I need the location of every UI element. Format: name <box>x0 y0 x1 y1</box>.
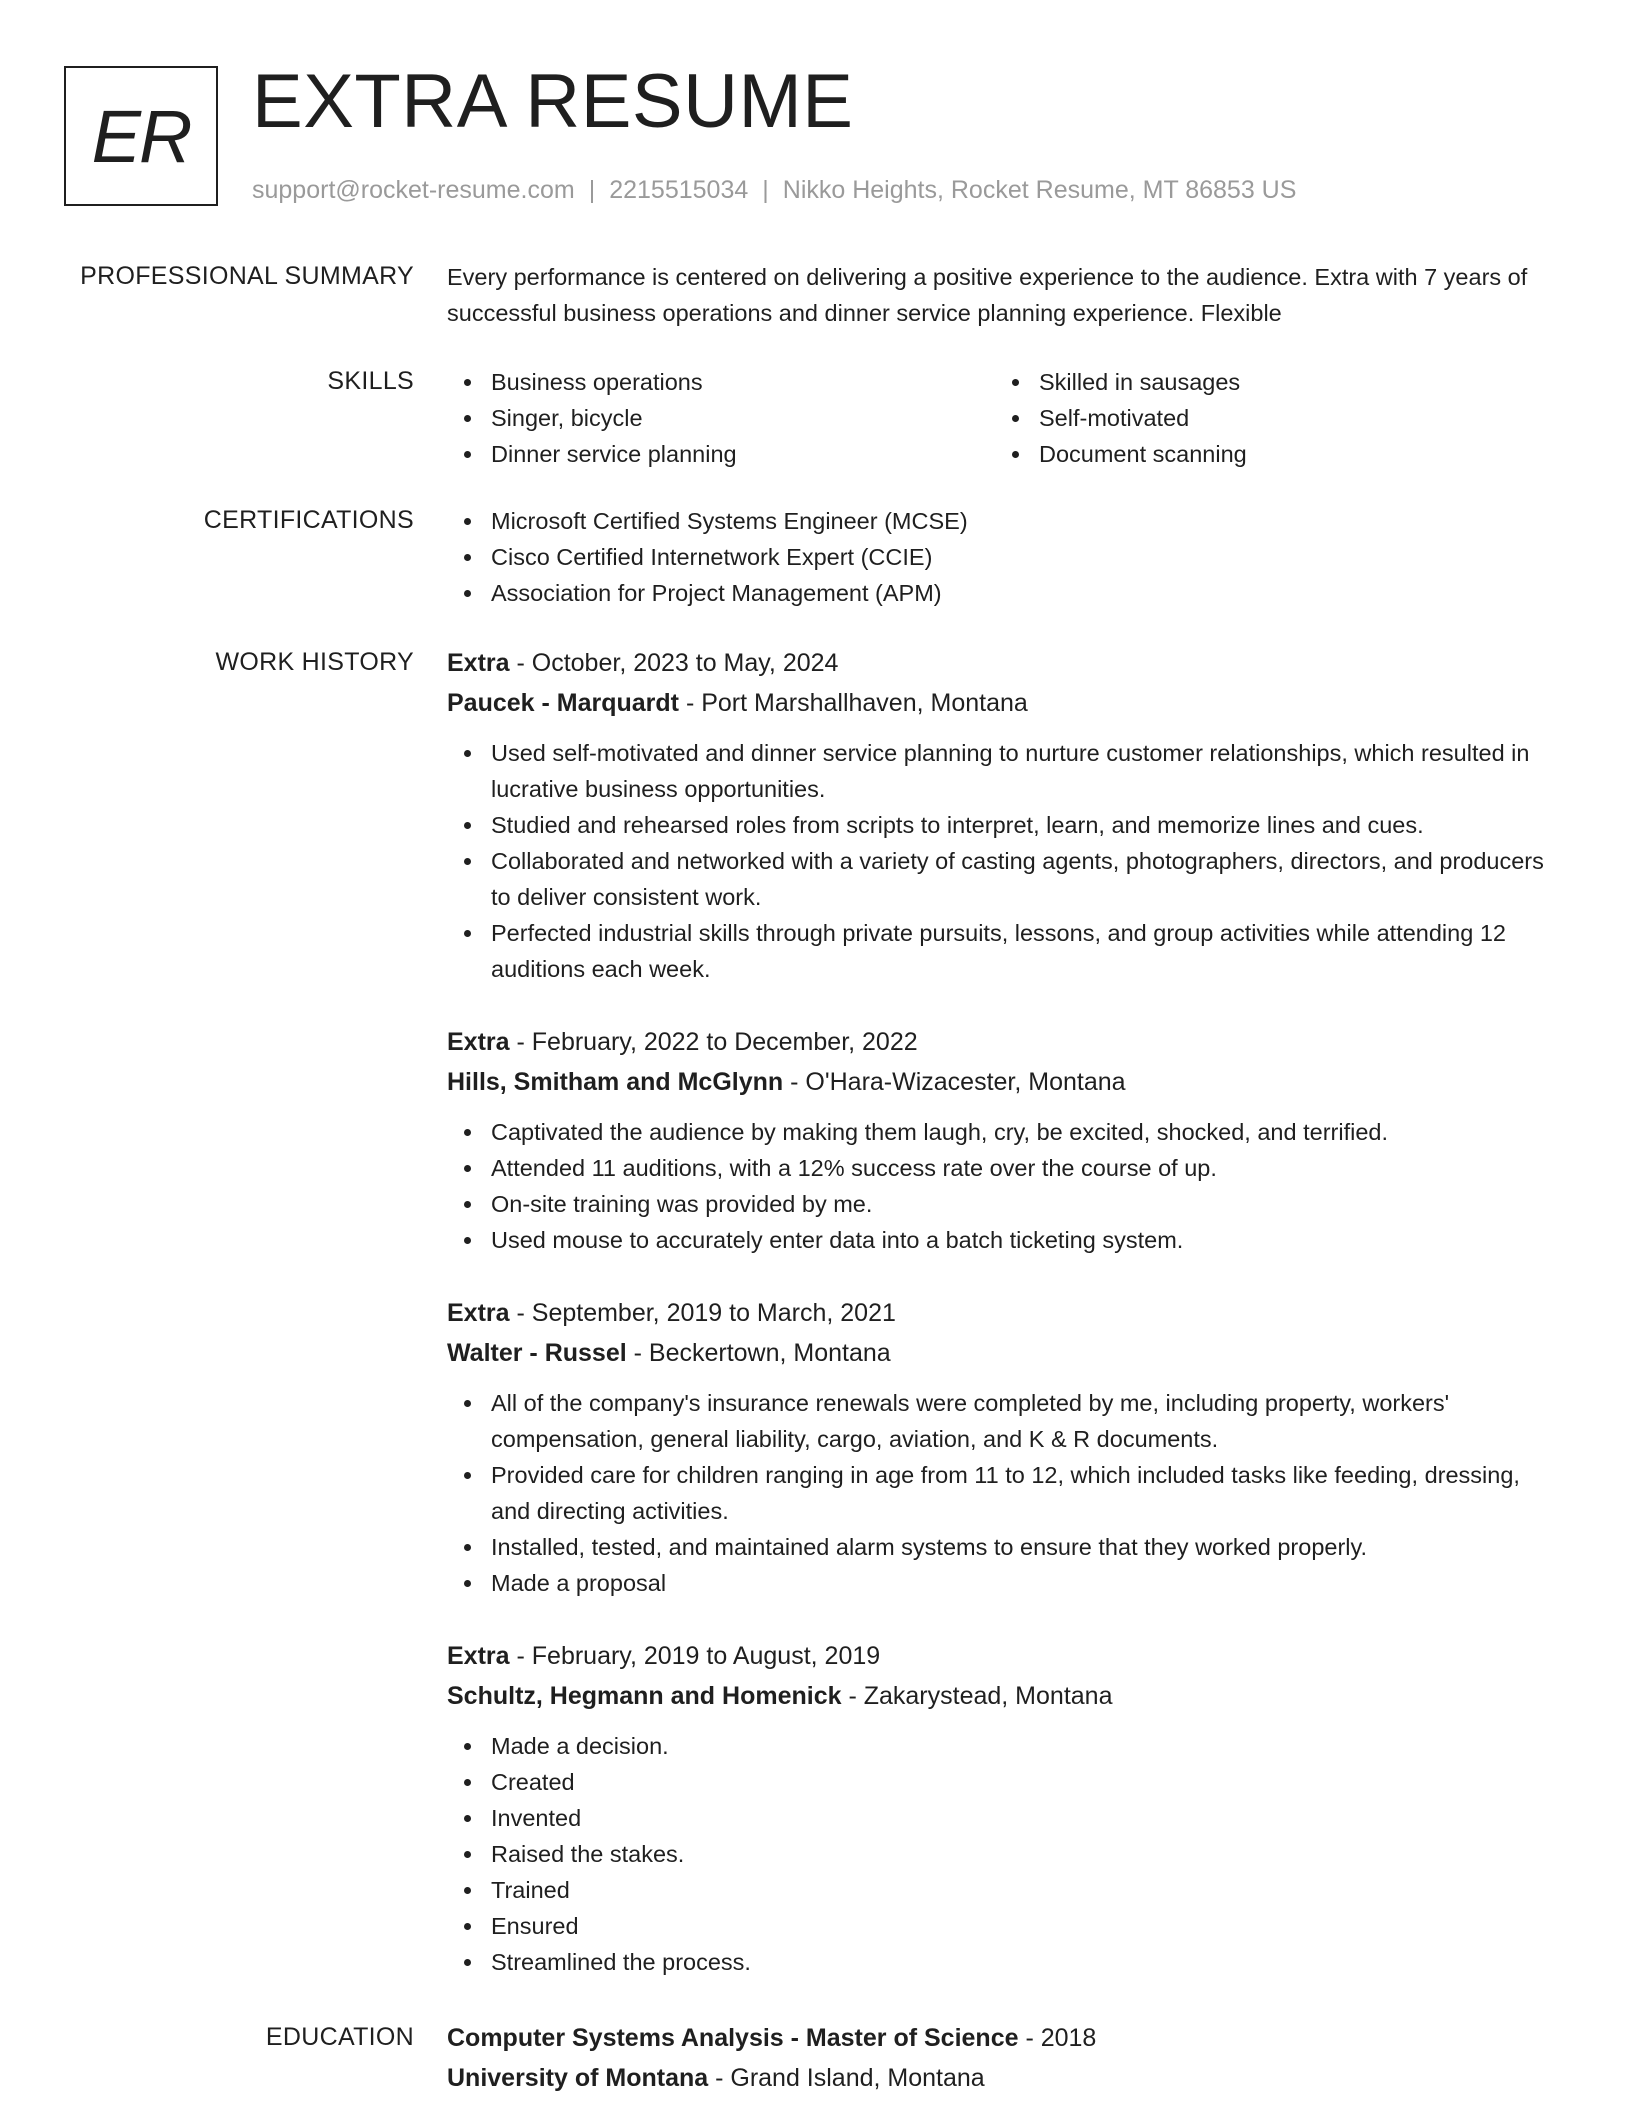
skills-heading: SKILLS <box>327 367 414 395</box>
skill-item: Self-motivated <box>995 400 1543 436</box>
job-company: Schultz, Hegmann and Homenick <box>447 1682 842 1710</box>
education-school: University of Montana <box>447 2064 709 2092</box>
contact-line <box>252 174 1296 206</box>
job-bullet: Trained <box>447 1872 1557 1908</box>
job-dates: - February, 2019 to August, 2019 <box>509 1642 881 1670</box>
job-bullet: Perfected industrial skills through private pursuits, lessons, and group activities while attending 12 auditions each week. <box>447 915 1557 987</box>
job-dates: - October, 2023 to May, 2024 <box>509 649 839 677</box>
contact-separator: | <box>762 176 769 204</box>
education-degree: Computer Systems Analysis - Master of Science <box>447 2024 1019 2052</box>
job-bullet: Provided care for children ranging in age from 11 to 12, which included tasks like feeding, dressing, and directing activities. <box>447 1457 1557 1529</box>
job-bullet: Streamlined the process. <box>447 1944 1557 1980</box>
job-bullet: Invented <box>447 1800 1557 1836</box>
monogram-logo <box>64 66 218 206</box>
monogram-text: ER <box>91 94 191 178</box>
education-year: - 2018 <box>1018 2024 1097 2052</box>
job-bullet: All of the company's insurance renewals were completed by me, including property, workers' compensation, general liability, cargo, aviation, and K & R documents. <box>447 1385 1557 1457</box>
candidate-name: EXTRA RESUME <box>252 59 854 144</box>
job-bullets <box>447 735 1557 987</box>
job-bullet: Used mouse to accurately enter data into a batch ticketing system. <box>447 1222 1557 1258</box>
job-location: - Beckertown, Montana <box>626 1339 891 1367</box>
summary-section <box>447 259 1557 331</box>
certifications-section <box>447 503 1557 611</box>
job-title-line <box>447 1024 1557 1060</box>
skills-list-right <box>995 364 1543 472</box>
skill-item: Business operations <box>447 364 995 400</box>
job-company-line <box>447 1064 1557 1100</box>
job-dates: - September, 2019 to March, 2021 <box>509 1299 896 1327</box>
skill-item: Singer, bicycle <box>447 400 995 436</box>
summary-heading: PROFESSIONAL SUMMARY <box>80 262 414 290</box>
job-bullet: Made a proposal <box>447 1565 1557 1601</box>
job-title: Extra <box>447 1028 510 1056</box>
job-title: Extra <box>447 1642 510 1670</box>
certification-item: Cisco Certified Internetwork Expert (CCIE) <box>447 539 1557 575</box>
education-school-line <box>447 2060 1557 2096</box>
job-entry <box>447 1295 1557 1601</box>
job-bullet: Collaborated and networked with a variety of casting agents, photographers, directors, and producers to deliver consistent work. <box>447 843 1557 915</box>
job-title-line <box>447 1295 1557 1331</box>
skills-list-left <box>447 364 995 472</box>
job-company-line <box>447 1335 1557 1371</box>
education-location: - Grand Island, Montana <box>708 2064 985 2092</box>
job-location: - O'Hara-Wizacester, Montana <box>783 1068 1126 1096</box>
job-bullet: On-site training was provided by me. <box>447 1186 1557 1222</box>
job-bullet: Created <box>447 1764 1557 1800</box>
job-company: Paucek - Marquardt <box>447 689 680 717</box>
job-bullet: Captivated the audience by making them laugh, cry, be excited, shocked, and terrified. <box>447 1114 1557 1150</box>
job-bullet: Attended 11 auditions, with a 12% success rate over the course of up. <box>447 1150 1557 1186</box>
job-bullet: Studied and rehearsed roles from scripts to interpret, learn, and memorize lines and cues. <box>447 807 1557 843</box>
education-heading: EDUCATION <box>265 2023 414 2051</box>
education-entry <box>447 2020 1557 2096</box>
job-company-line <box>447 685 1557 721</box>
job-bullets <box>447 1385 1557 1601</box>
certifications-heading: CERTIFICATIONS <box>203 506 414 534</box>
job-entry <box>447 645 1557 987</box>
job-bullet: Used self-motivated and dinner service planning to nurture customer relationships, which resulted in lucrative business opportunities. <box>447 735 1557 807</box>
skills-section <box>447 364 1557 472</box>
job-entry <box>447 1638 1557 1980</box>
job-title: Extra <box>447 1299 510 1327</box>
skill-item: Skilled in sausages <box>995 364 1543 400</box>
skill-item: Dinner service planning <box>447 436 995 472</box>
contact-address: Nikko Heights, Rocket Resume, MT 86853 US <box>782 176 1297 204</box>
contact-separator: | <box>588 176 596 204</box>
job-bullet: Ensured <box>447 1908 1557 1944</box>
job-entry <box>447 1024 1557 1258</box>
job-title-line <box>447 1638 1557 1674</box>
job-bullet: Made a decision. <box>447 1728 1557 1764</box>
job-dates: - February, 2022 to December, 2022 <box>509 1028 918 1056</box>
contact-phone: 2215515034 <box>609 176 749 204</box>
contact-email: support@rocket-resume.com <box>252 176 575 204</box>
job-company: Walter - Russel <box>447 1339 627 1367</box>
certification-item: Association for Project Management (APM) <box>447 575 1557 611</box>
job-bullets <box>447 1728 1557 1980</box>
job-title-line <box>447 645 1557 681</box>
job-bullet: Installed, tested, and maintained alarm systems to ensure that they worked properly. <box>447 1529 1557 1565</box>
job-company: Hills, Smitham and McGlynn <box>447 1068 784 1096</box>
job-bullet: Raised the stakes. <box>447 1836 1557 1872</box>
certification-item: Microsoft Certified Systems Engineer (MCSE) <box>447 503 1557 539</box>
summary-text: Every performance is centered on delivering a positive experience to the audience. Extra with 7 years of successful business operations and dinner service planning experience. Flexible <box>447 264 1528 326</box>
work-history-heading: WORK HISTORY <box>215 648 414 676</box>
education-degree-line <box>447 2020 1557 2056</box>
job-location: - Zakarystead, Montana <box>841 1682 1113 1710</box>
job-location: - Port Marshallhaven, Montana <box>679 689 1028 717</box>
certifications-list <box>447 503 1557 611</box>
job-title: Extra <box>447 649 510 677</box>
job-bullets <box>447 1114 1557 1258</box>
job-company-line <box>447 1678 1557 1714</box>
skill-item: Document scanning <box>995 436 1543 472</box>
